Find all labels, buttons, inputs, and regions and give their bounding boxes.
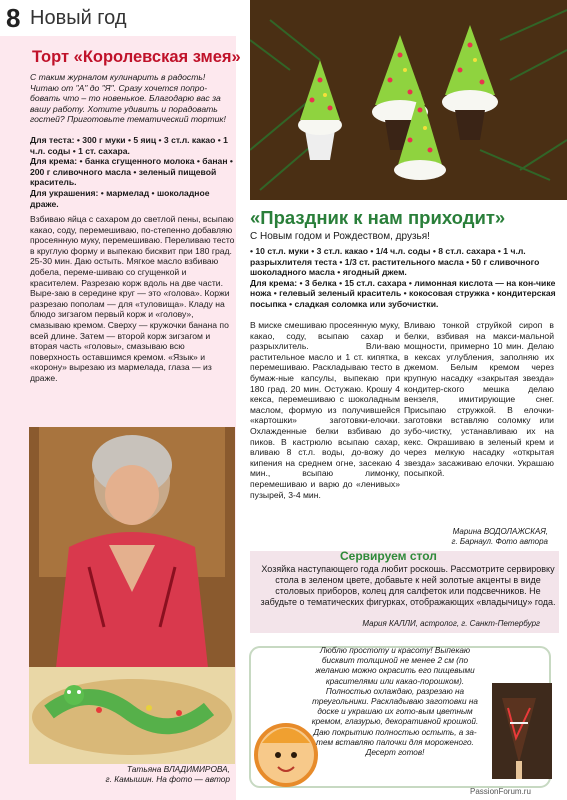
serving-text: Хозяйка наступающего года любит роскошь. Рассмотрите сервировку стола в зеленом цвете, добавьте к ней золотые акценты в виде столовых приборов, колец для салфеток или подсвечников. Не забудьте о тематических фигурках, отображающих «владычицу» года. bbox=[260, 564, 556, 607]
section-title: Новый год bbox=[30, 7, 127, 29]
ingredients-label-cream: Для крема: bbox=[30, 156, 78, 167]
ingredients-dough: • 300 г муки • 5 яиц • 3 ст.л. какао • 1 ч.л. соды • 1 ст. сахара. bbox=[30, 135, 228, 156]
author-caption-right bbox=[404, 527, 548, 547]
serving-author: Мария КАЛЛИ, астролог, г. Санкт-Петербург bbox=[362, 619, 540, 628]
tip-text: Люблю простоту и красоту! Выпекаю бисквит толщиной не менее 2 см (по желанию можно окрасить его пищевыми красителями или какао-порошком). Полностью охлаждаю, разрезаю на треугольники. Раскладываю заготовки на доске и украшаю их гото-вым цветным кремом, глазурью, декоративной крошкой. Даю покрытию полностью остыть, а за-тем вставляю палочки для мороженого. Десерт готов! bbox=[311, 646, 479, 758]
recipe-title-snake-cake: Торт «Королевская змея» bbox=[32, 48, 241, 66]
instructions-col-1: В миске смешиваю просеянную муку, какао, соду, всыпаю сахар и разрыхлитель. Вли-ваю растительное масло и 1 ст. кипятка, перемешиваю. Раскладываю тесто в бумаж-ные капсулы, выпекаю при 180 град. 20 мин. Остужаю. Крошу 4 кекса, перемешиваю с шоколадным маслом, формую из получившейся «картошки» заготовки-елочки. Охлажденные белки взбиваю до пиков. В кастрюлю всыпаю сахар, вливаю 8 ст.л. воды, до-вожу до кипения на среднем огне, засекаю 4 мин., всыпаю лимонку, перемешиваю и варю до «ленивых» пузырей, 3-4 мин. bbox=[250, 320, 400, 500]
ingredients-label-decor: Для украшения: bbox=[30, 187, 99, 198]
serving-title: Сервируем стол bbox=[340, 549, 437, 563]
author-caption bbox=[60, 764, 230, 784]
page-number: 8 bbox=[6, 3, 21, 33]
recipe-subtitle: С Новым годом и Рождеством, друзья! bbox=[250, 231, 430, 242]
ingredients-dough-right: • 10 ст.л. муки • 3 ст.л. какао • 1/4 ч.л. соды • 8 ст.л. сахара • 1 ч.л. разрыхлителя теста • 1/3 ст. растительного масла • 50 г сливочного шоколадного масла • ягодный джем. bbox=[250, 246, 540, 278]
recipe-instructions: Взбиваю яйца с сахаром до светлой пены, всыпаю какао, соду, перемешиваю, по-степенно добавляю просеянную муку, перемешиваю. Переливаю тесто в круглую форму и выпекаю бисквит при 180 град. 25-30 мин. Даю остыть. Мягкое масло взбиваю добела, переме-шиваю со сгущенкой и красителем. Разрезаю корж вдоль на две части. Выре-заю в середине круг — это «голова». Коржи разрезаю пополам — для «туловища». Кладу на блюдо зигзагом первый корж и «голову», смазываю кремом. Сверху — кружочки банана по всей длине. Затем — второй корж зигзагом и вторая часть «головы», смазываю всю поверхность оставшимся кремом. «Язык» и «корону» вырезаю из мармелада, глаза — из драже. bbox=[30, 214, 235, 383]
cupcakes-photo bbox=[250, 0, 567, 200]
ingredients-cream-right: • 3 белка • 15 ст.л. сахара • лимонная кислота — на кон-чике ножа • гелевый зеленый краситель • кокосовая стружка • кондитерская посыпка • сладкая соломка или зубочистки. bbox=[250, 277, 556, 309]
ingredients-label-dough: Для теста: bbox=[30, 135, 75, 145]
instructions-col-2: Вливаю тонкой струйкой сироп в белки, взбивая на макси-мальной мощности, примерно 10 мин. Делаю в кексах углубления, заполняю их джемом. Белым кремом через крупную насадку «закрытая звезда» кондитер-ского мешка делаю вензеля, имитирующие снег. Присыпаю стружкой. В елочки-заготовки вставляю соломку или зубо-чистку, устанавливаю их на кекс. Окрашиваю в зеленый крем и через мелкую насадку «открытая звезда» засаживаю елочки. Украшаю посыпкой. bbox=[404, 320, 554, 479]
footer-source: PassionForum.ru bbox=[470, 787, 531, 796]
author-photo bbox=[29, 427, 235, 764]
author-name-right: Марина ВОДОЛАЖСКАЯ, bbox=[452, 527, 548, 536]
ingredients-list-right bbox=[250, 246, 565, 310]
recipe-title-holiday: «Праздник к нам приходит» bbox=[250, 207, 506, 228]
author-location-right: г. Барнаул. Фото автора bbox=[451, 537, 548, 546]
author-location: г. Камышин. На фото — автор bbox=[105, 774, 230, 784]
author-name: Татьяна ВЛАДИМИРОВА, bbox=[126, 764, 230, 774]
ingredients-cream: • банка сгущенного молока • банан • 200 г сливочного масла • зеленый пищевой краситель. bbox=[30, 156, 233, 188]
ingredients-list bbox=[30, 135, 236, 209]
recipe-intro: С таким журналом кулинарить в радость! Читаю от "А" до "Я". Сразу хочется попро-бовать что – то новенькое. Благодарю вас за вашу работу. Хотите удивить и порадовать гостей? Приготовьте тематический тортик! bbox=[30, 72, 226, 125]
ingredients-label-cream-right: Для крема: bbox=[250, 277, 298, 288]
ingredients-decor: • мармелад • шоколадное драже. bbox=[30, 187, 210, 209]
